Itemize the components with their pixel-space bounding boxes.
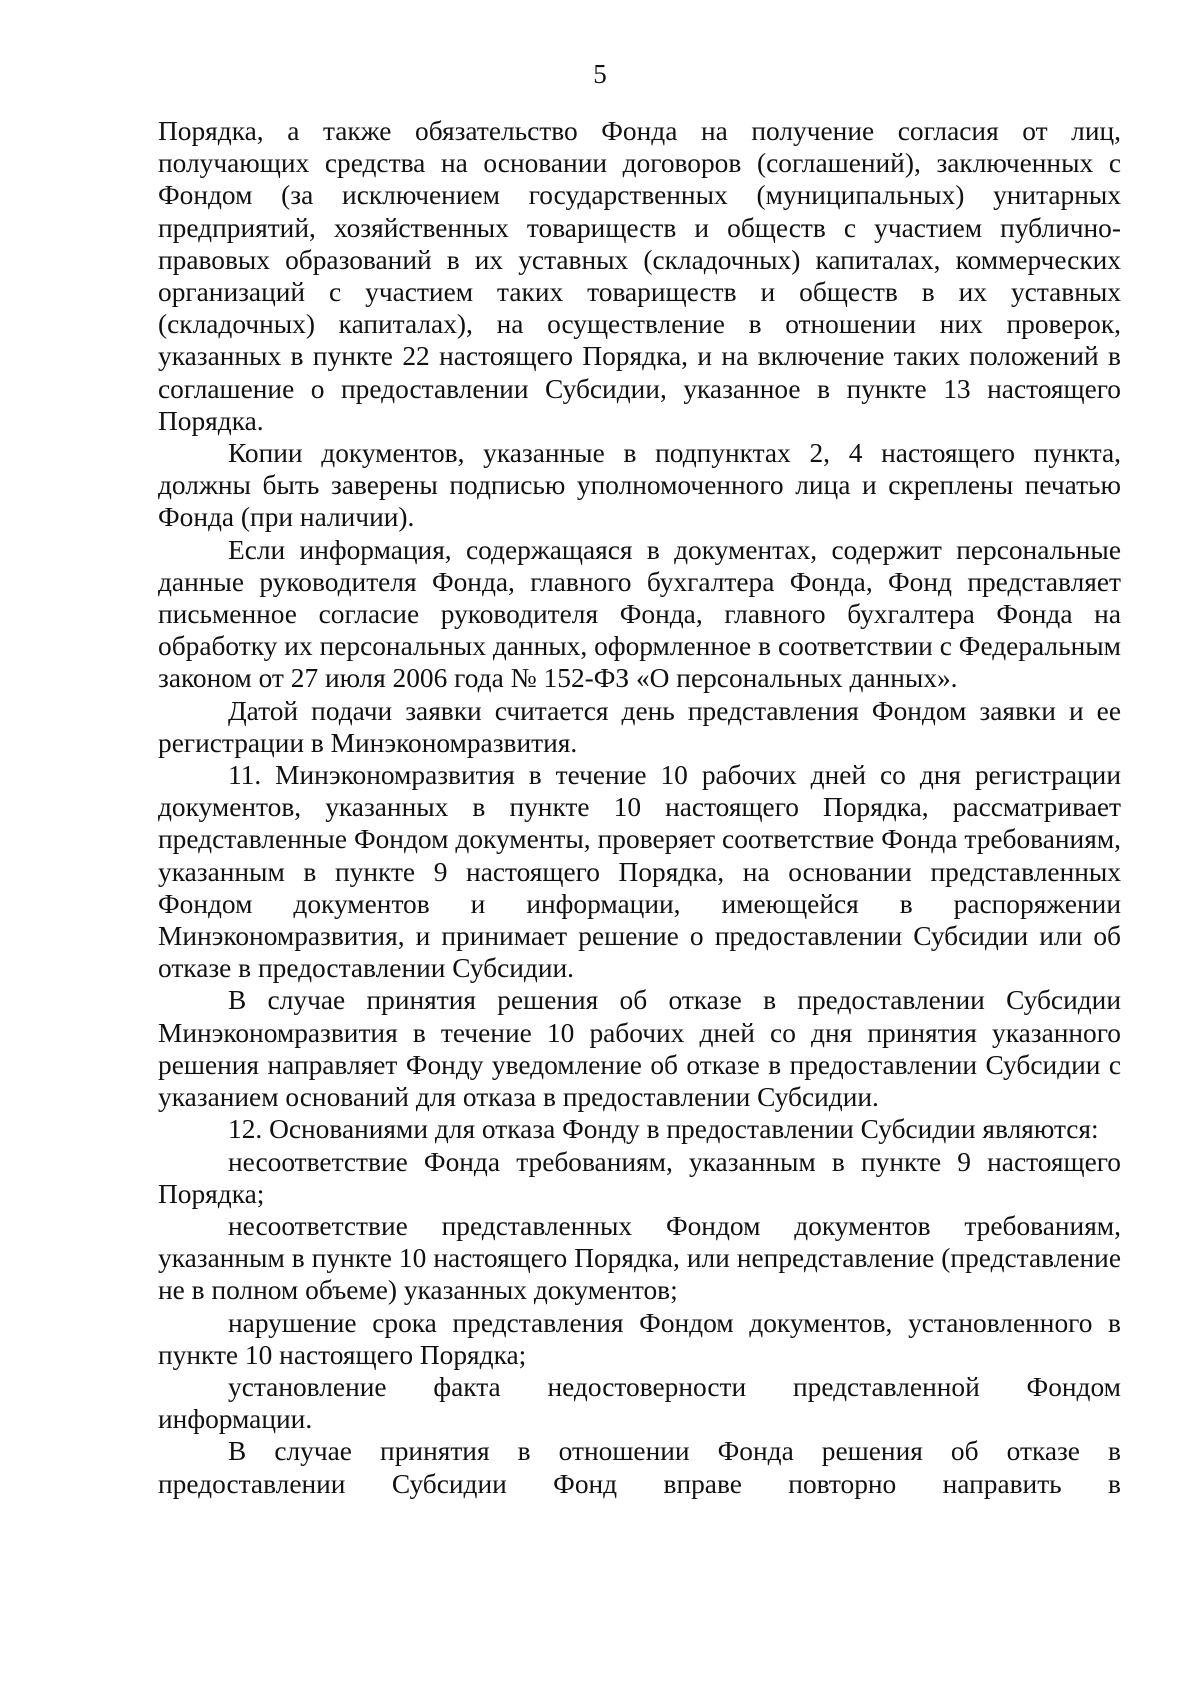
- paragraph-ground-2: несоответствие представленных Фондом документов требованиям, указанным в пункте 10 настоящего Порядка, или непредставление (представление не в полном объеме) указанных документов;: [158, 1210, 1121, 1306]
- paragraph-ground-1: несоответствие Фонда требованиям, указанным в пункте 9 настоящего Порядка;: [158, 1146, 1121, 1209]
- document-body: [158, 115, 1121, 1500]
- paragraph-ground-4: установление факта недостоверности представленной Фондом информации.: [158, 1371, 1121, 1435]
- paragraph-continuation: Порядка, а также обязательство Фонда на получение согласия от лиц, получающих средства на основании договоров (соглашений), заключенных с Фондом (за исключением государственных (муниципальных) унитарных предприятий, хозяйственных товариществ и обществ с участием публично-правовых образований в их уставных (складочных) капиталах, коммерческих организаций с участием таких товариществ и обществ в их уставных (складочных) капиталах), на осуществление в отношении них проверок, указанных в пункте 22 настоящего Порядка, и на включение таких положений в соглашение о предоставлении Субсидии, указанное в пункте 13 настоящего Порядка.: [158, 116, 1121, 436]
- paragraph-refusal-notice: В случае принятия решения об отказе в предоставлении Субсидии Минэкономразвития в течение 10 рабочих дней со дня принятия указанного решения направляет Фонду уведомление об отказе в предоставлении Субсидии с указанием оснований для отказа в предоставлении Субсидии.: [158, 985, 1121, 1113]
- paragraph-copies: Копии документов, указанные в подпунктах 2, 4 настоящего пункта, должны быть заверены подписью уполномоченного лица и скреплены печатью Фонда (при наличии).: [158, 438, 1121, 533]
- paragraph-submission-date: Датой подачи заявки считается день представления Фондом заявки и ее регистрации в Минэкономразвития.: [158, 695, 1121, 758]
- paragraph-ground-3: нарушение срока представления Фондом документов, установленного в пункте 10 настоящего Порядка;: [158, 1307, 1121, 1370]
- paragraph-item-12: 12. Основаниями для отказа Фонду в предоставлении Субсидии являются:: [228, 1114, 1099, 1145]
- paragraph-item-11: 11. Минэкономразвития в течение 10 рабочих дней со дня регистрации документов, указанных в пункте 10 настоящего Порядка, рассматривает представленные Фондом документы, проверяет соответствие Фонда требованиям, указанным в пункте 9 настоящего Порядка, на основании представленных Фондом документов и информации, имеющейся в распоряжении Минэкономразвития, и принимает решение о предоставлении Субсидии или об отказе в предоставлении Субсидии.: [158, 760, 1121, 984]
- page-number: 5: [593, 59, 607, 89]
- paragraph-personal-data: Если информация, содержащаяся в документах, содержит персональные данные руководителя Фонда, главного бухгалтера Фонда, Фонд представляет письменное согласие руководителя Фонда, главного бухгалтера Фонда на обработку их персональных данных, оформленное в соответствии с Федеральным законом от 27 июля 2006 года № 152-ФЗ «О персональных данных».: [158, 534, 1121, 694]
- paragraph-resubmission: В случае принятия в отношении Фонда решения об отказе в предоставлении Субсидии Фонд вправе повторно направить в: [158, 1436, 1121, 1499]
